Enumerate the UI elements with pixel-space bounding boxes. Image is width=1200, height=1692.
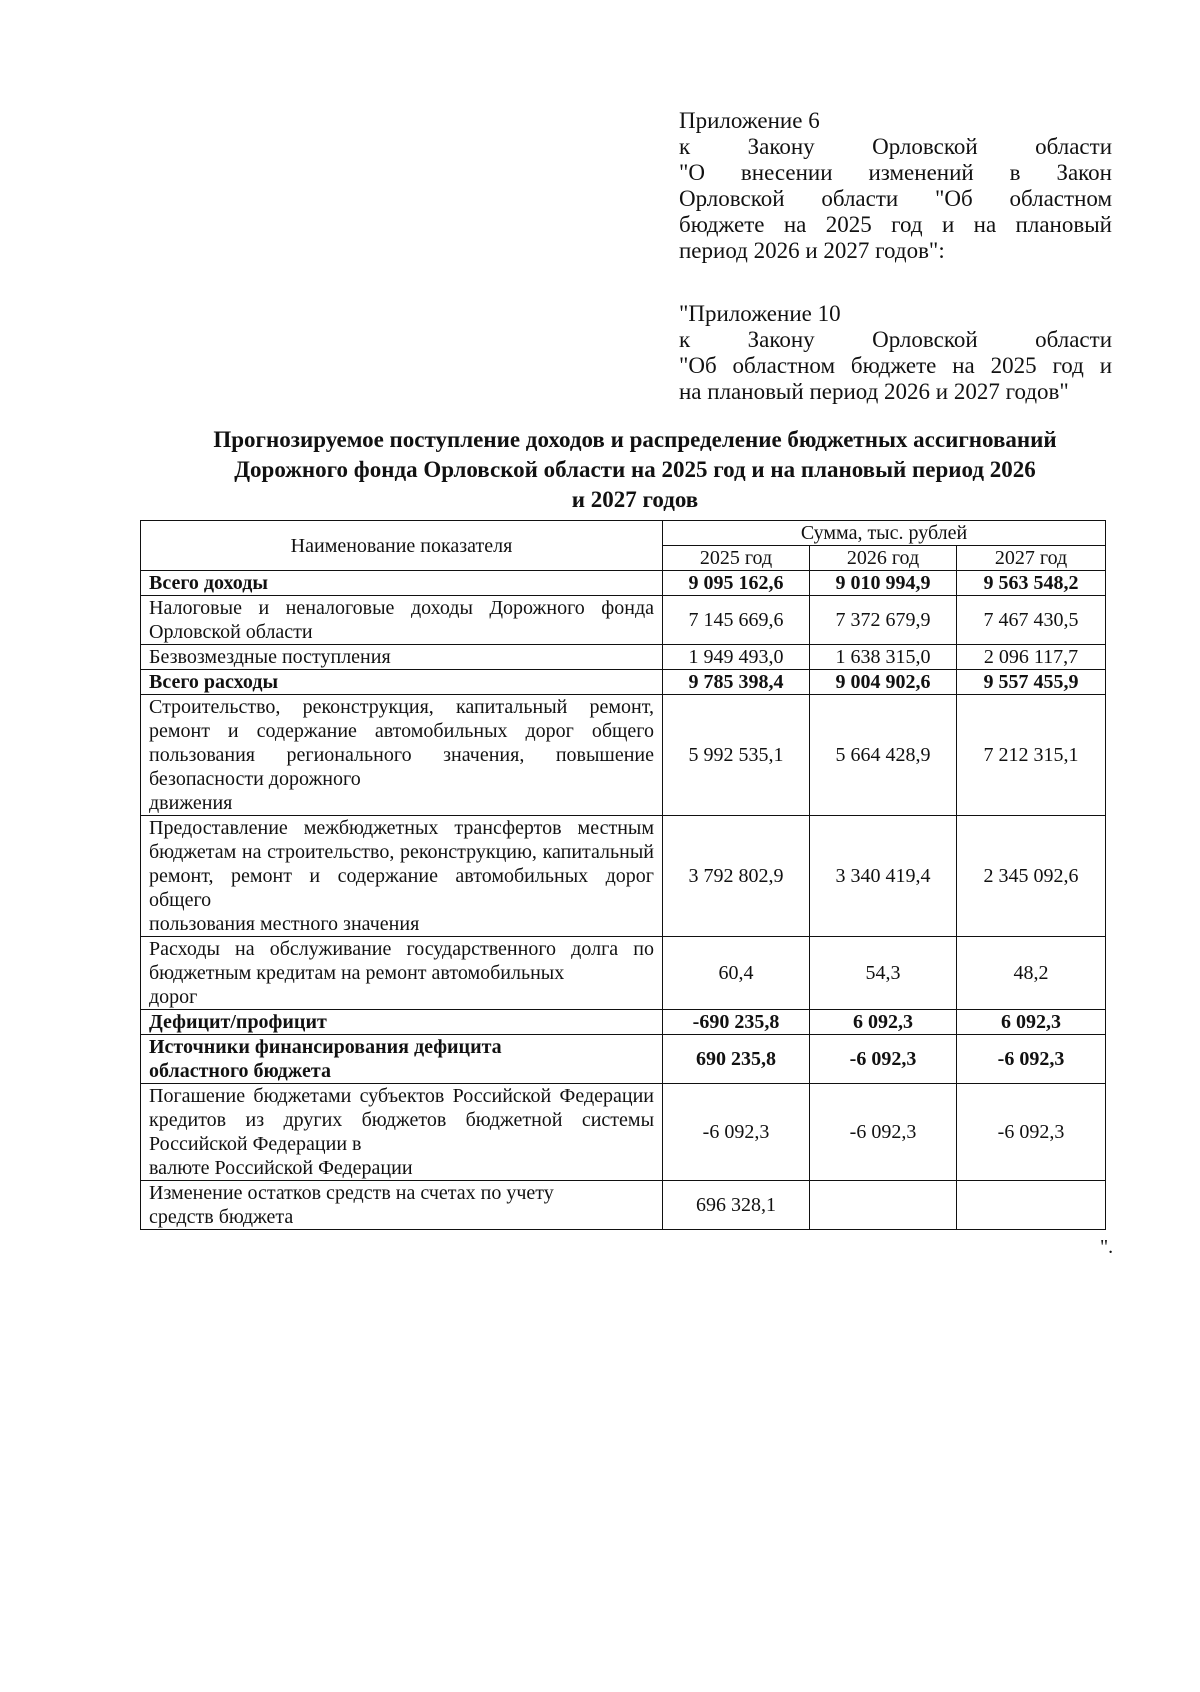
table-row-deficit <box>141 1010 1106 1035</box>
row-name-last-line: средств бюджета <box>149 1206 294 1228</box>
table-row-total-income <box>141 571 1106 596</box>
row-value-2026: 1 638 315,0 <box>810 645 957 670</box>
title-line3: и 2027 годов <box>571 487 699 512</box>
row-name-last-line: областного бюджета <box>149 1060 331 1082</box>
row-value-2025: 60,4 <box>663 937 810 1010</box>
row-value-2027 <box>957 1181 1106 1230</box>
table-row-credit-repayment <box>141 1084 1106 1181</box>
appendix-6-line5: бюджете на 2025 год и на плановый <box>679 212 1112 237</box>
title-line1: Прогнозируемое поступление доходов и распределение бюджетных ассигнований <box>213 427 1057 452</box>
row-value-2025: 9 095 162,6 <box>663 571 810 596</box>
row-value-2026 <box>810 1181 957 1230</box>
row-value-2027: -6 092,3 <box>957 1084 1106 1181</box>
row-name-cell <box>141 1084 663 1181</box>
row-value-2026: 54,3 <box>810 937 957 1010</box>
row-value-2027: 2 345 092,6 <box>957 816 1106 937</box>
row-name: Строительство, реконструкция, капитальный ремонт, ремонт и содержание автомобильных дорог общего пользования регионального значения, повышение безопасности дорожного <box>149 696 654 790</box>
row-value-2027: 7 467 430,5 <box>957 596 1106 645</box>
title-line2: Дорожного фонда Орловской области на 2025 год и на плановый период 2026 <box>234 457 1036 482</box>
row-name-cell <box>141 695 663 816</box>
row-value-2026: 9 010 994,9 <box>810 571 957 596</box>
row-value-2025: 3 792 802,9 <box>663 816 810 937</box>
appendix-6-line2: к Закону Орловской области <box>679 134 1112 159</box>
row-value-2026: 3 340 419,4 <box>810 816 957 937</box>
row-name: Расходы на обслуживание государственного долга по бюджетным кредитам на ремонт автомобильных <box>149 938 654 984</box>
row-value-2025: -690 235,8 <box>663 1010 810 1035</box>
row-value-2027: 6 092,3 <box>957 1010 1106 1035</box>
row-value-2027: 7 212 315,1 <box>957 695 1106 816</box>
table-row-grants <box>141 645 1106 670</box>
table-row-debt-service <box>141 937 1106 1010</box>
table-row-tax-income <box>141 596 1106 645</box>
appendix-6-block <box>679 108 1112 264</box>
table-row-balance-change <box>141 1181 1106 1230</box>
row-name-last-line: движения <box>149 792 233 814</box>
row-name: Изменение остатков средств на счетах по учету <box>149 1182 554 1204</box>
row-value-2025: 1 949 493,0 <box>663 645 810 670</box>
row-value-2027: 2 096 117,7 <box>957 645 1106 670</box>
row-value-2025: 9 785 398,4 <box>663 670 810 695</box>
row-value-2026: -6 092,3 <box>810 1035 957 1084</box>
header-sum: Сумма, тыс. рублей <box>663 521 1106 546</box>
row-value-2027: 9 557 455,9 <box>957 670 1106 695</box>
row-value-2027: -6 092,3 <box>957 1035 1106 1084</box>
header-year-2025: 2025 год <box>663 546 810 571</box>
row-name-last-line: валюте Российской Федерации <box>149 1157 413 1179</box>
row-name-cell <box>141 1181 663 1230</box>
row-name-cell <box>141 816 663 937</box>
table-header-row-1 <box>141 521 1106 546</box>
row-name-last-line: дорог <box>149 986 198 1008</box>
row-name-cell <box>141 1035 663 1084</box>
row-name: Безвозмездные поступления <box>141 645 663 670</box>
table-row-total-expenses <box>141 670 1106 695</box>
row-value-2025: 5 992 535,1 <box>663 695 810 816</box>
row-name-last-line: пользования местного значения <box>149 913 420 935</box>
appendix-6-line3: "О внесении изменений в Закон <box>679 160 1112 185</box>
row-value-2026: 5 664 428,9 <box>810 695 957 816</box>
table-row-construction <box>141 695 1106 816</box>
appendix-10-block <box>679 301 1112 405</box>
row-name: Дефицит/профицит <box>141 1010 663 1035</box>
appendix-10-line1: "Приложение 10 <box>679 301 841 326</box>
appendix-10-line2: к Закону Орловской области <box>679 327 1112 352</box>
row-name: Источники финансирования дефицита <box>149 1036 502 1058</box>
row-name-cell <box>141 937 663 1010</box>
header-year-2026: 2026 год <box>810 546 957 571</box>
table-row-financing-sources <box>141 1035 1106 1084</box>
header-indicator-name: Наименование показателя <box>141 521 663 571</box>
row-value-2027: 9 563 548,2 <box>957 571 1106 596</box>
document-title <box>140 425 1130 515</box>
row-value-2026: 7 372 679,9 <box>810 596 957 645</box>
appendix-6-line6: период 2026 и 2027 годов": <box>679 238 945 263</box>
row-value-2026: 6 092,3 <box>810 1010 957 1035</box>
row-value-2026: 9 004 902,6 <box>810 670 957 695</box>
row-value-2027: 48,2 <box>957 937 1106 1010</box>
row-value-2025: 7 145 669,6 <box>663 596 810 645</box>
row-name: Предоставление межбюджетных трансфертов местным бюджетам на строительство, реконструкцию, капитальный ремонт, ремонт и содержание автомобильных дорог общего <box>149 817 654 911</box>
row-value-2025: 690 235,8 <box>663 1035 810 1084</box>
appendix-10-line3: "Об областном бюджете на 2025 год и <box>679 353 1112 378</box>
row-name: Погашение бюджетами субъектов Российской Федерации кредитов из других бюджетов бюджетной системы Российской Федерации в <box>149 1085 654 1155</box>
budget-table <box>140 520 1106 1230</box>
row-value-2025: -6 092,3 <box>663 1084 810 1181</box>
table-row-transfers <box>141 816 1106 937</box>
header-year-2027: 2027 год <box>957 546 1106 571</box>
row-name: Всего расходы <box>141 670 663 695</box>
row-value-2025: 696 328,1 <box>663 1181 810 1230</box>
row-name: Налоговые и неналоговые доходы Дорожного фонда Орловской области <box>141 596 663 645</box>
closing-quote-mark: ". <box>1100 1236 1114 1258</box>
appendix-10-line4: на плановый период 2026 и 2027 годов" <box>679 379 1069 404</box>
row-value-2026: -6 092,3 <box>810 1084 957 1181</box>
row-name: Всего доходы <box>141 571 663 596</box>
appendix-6-line4: Орловской области "Об областном <box>679 186 1112 211</box>
appendix-6-line1: Приложение 6 <box>679 108 820 133</box>
